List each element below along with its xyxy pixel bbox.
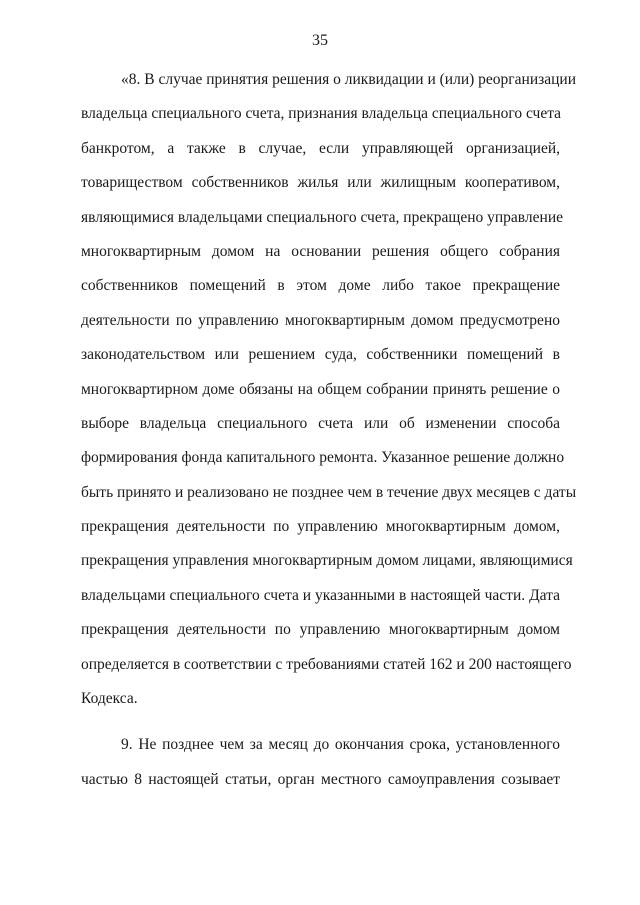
text-line: законодательством или решением суда, собственники помещений в (81, 346, 560, 364)
text-line: владельцами специального счета и указанными в настоящей части. Дата (81, 586, 560, 604)
text-line: выборе владельца специального счета или об изменении способа (81, 414, 560, 432)
paragraph-8 (81, 69, 577, 722)
text-line: многоквартирным домом на основании решения общего собрания (81, 242, 560, 260)
text-line: «8. В случае принятия решения о ликвидации и (или) реорганизации (121, 71, 576, 88)
text-line: являющимися владельцами специального счета, прекращено управление (81, 208, 563, 226)
text-line: прекращения управления многоквартирным домом лицами, являющимися (81, 552, 573, 570)
text-line: товариществом собственников жилья или жилищным кооперативом, (81, 174, 560, 192)
page-number: 35 (312, 32, 328, 49)
document-body (81, 69, 577, 803)
text-line: прекращения деятельности по управлению многоквартирным домом, (81, 518, 560, 536)
text-line: прекращения деятельности по управлению многоквартирным домом (81, 621, 560, 639)
text-line: формирования фонда капитального ремонта. Указанное решение должно (81, 449, 565, 467)
text-line: Кодекса. (81, 690, 138, 708)
paragraph-9 (81, 734, 560, 803)
text-line: собственников помещений в этом доме либо такое прекращение (81, 277, 560, 295)
text-line: определяется в соответствии с требованиями статей 162 и 200 настоящего (81, 655, 572, 673)
text-line: банкротом, а также в случае, если управляющей организацией, (81, 139, 560, 157)
text-line: быть принято и реализовано не позднее чем в течение двух месяцев с даты (81, 483, 577, 501)
text-line: владельца специального счета, признания владельца специального счета (81, 105, 562, 123)
text-line: деятельности по управлению многоквартирным домом предусмотрено (81, 311, 560, 329)
text-line: 9. Не позднее чем за месяц до окончания срока, установленного (121, 736, 560, 754)
paragraph-spacer (81, 722, 560, 734)
text-line: частью 8 настоящей статьи, орган местного самоуправления созывает (81, 770, 560, 788)
text-line: многоквартирном доме обязаны на общем собрании принять решение о (81, 380, 560, 398)
